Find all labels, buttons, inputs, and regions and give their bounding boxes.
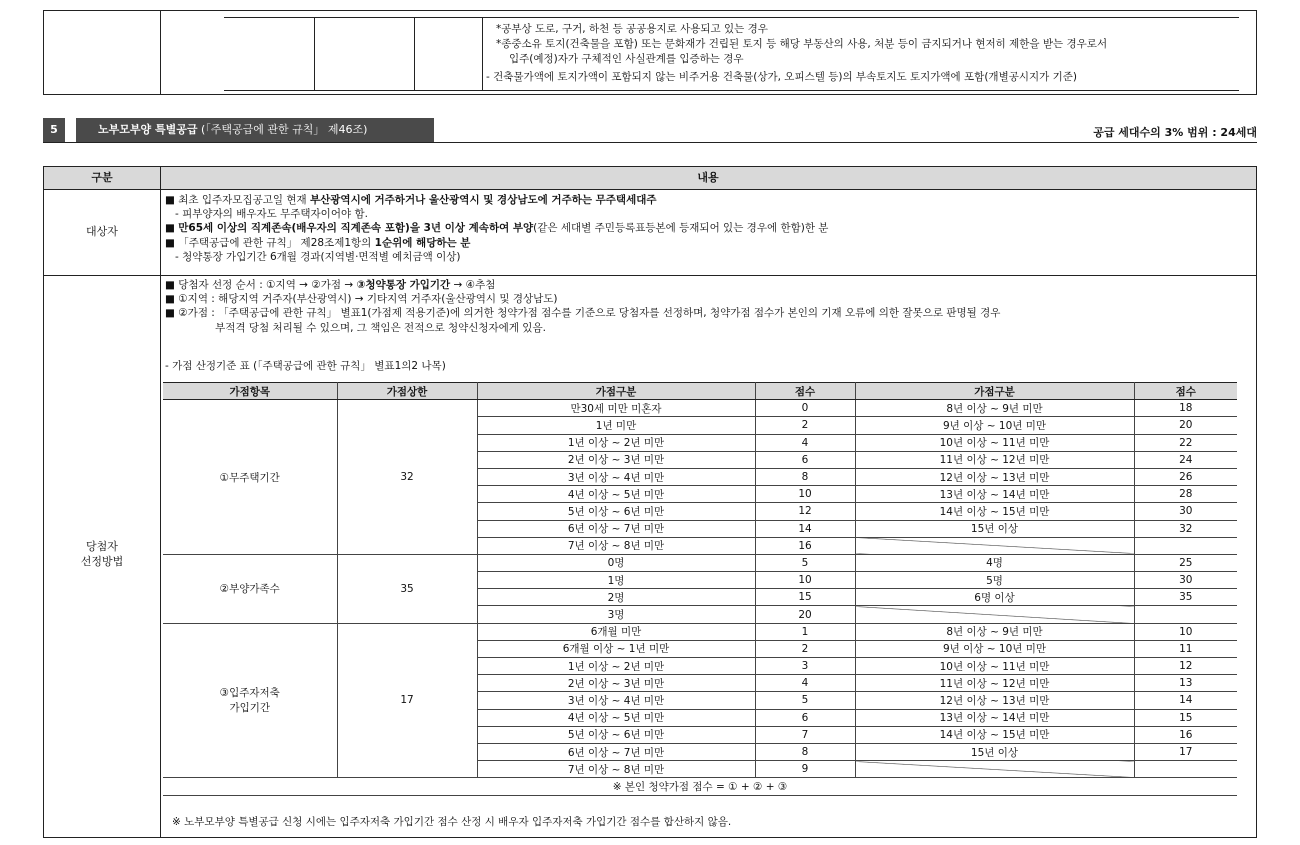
score-points — [1134, 606, 1237, 623]
sum-row — [163, 778, 1237, 795]
score-range: 14년 이상 ~ 15년 미만 — [855, 726, 1134, 743]
line-pre: ■ 「주택공급에 관한 규칙」 제28조제1항의 — [165, 236, 375, 249]
score-range: 5년 이상 ~ 6년 미만 — [477, 726, 755, 743]
score-range: 5명 — [855, 572, 1134, 589]
line-bold: 1순위에 해당하는 분 — [374, 236, 471, 249]
score-item: ③입주자저축 가입기간 — [163, 623, 337, 778]
line-post: (같은 세대별 주민등록표등본에 등재되어 있는 경우에 한함)한 분 — [533, 222, 829, 235]
inner-table — [224, 17, 1239, 91]
table-header — [44, 167, 1256, 190]
method-label-1: 당첨자 — [86, 540, 118, 553]
table-row — [163, 554, 1237, 571]
score-points: 25 — [1134, 554, 1237, 571]
section-number: 5 — [43, 118, 65, 142]
score-points: 14 — [755, 520, 855, 537]
score-caption: - 가점 산정기준 표 (「주택공급에 관한 규칙」 별표1의2 나목) — [165, 360, 446, 372]
section-title-bold: 노부모부양 특별공급 — [98, 123, 198, 136]
score-points: 5 — [755, 554, 855, 571]
content-line — [165, 236, 470, 250]
content-line — [165, 278, 495, 292]
score-points: 8 — [755, 468, 855, 485]
score-range: 13년 이상 ~ 14년 미만 — [855, 709, 1134, 726]
score-points: 15 — [755, 589, 855, 606]
column-divider — [314, 18, 315, 90]
score-range: 12년 이상 ~ 13년 미만 — [855, 468, 1134, 485]
score-points: 17 — [1134, 743, 1237, 760]
score-points: 16 — [1134, 726, 1237, 743]
score-points: 10 — [755, 572, 855, 589]
column-divider — [482, 18, 483, 90]
score-range: 1명 — [477, 572, 755, 589]
score-range: 6년 이상 ~ 7년 미만 — [477, 743, 755, 760]
score-range: 1년 이상 ~ 2년 미만 — [477, 434, 755, 451]
content-line — [165, 221, 828, 235]
line-pre: - 피부양자의 배우자도 무주택자이어야 함. — [165, 208, 368, 221]
top-line: - 건축물가액에 토지가액이 포함되지 않는 비주거용 건축물(상가, 오피스텔 등)의 부속토지도 토지가액에 포함(개별공시지가 기준) — [486, 71, 1077, 83]
header-content: 내용 — [697, 171, 719, 184]
section-rule — [43, 142, 1257, 143]
score-range: 6년 이상 ~ 7년 미만 — [477, 520, 755, 537]
score-max: 35 — [337, 554, 477, 623]
score-sum: ※ 본인 청약가점 점수 = ① + ② + ③ — [163, 778, 1237, 795]
score-range: 3년 이상 ~ 4년 미만 — [477, 692, 755, 709]
line-pre: ■ 최초 입주자모집공고일 현재 — [165, 194, 310, 206]
top-line: *공부상 도로, 구거, 하천 등 공공용지로 사용되고 있는 경우 — [496, 23, 768, 35]
score-range: 10년 이상 ~ 11년 미만 — [855, 658, 1134, 675]
score-points: 28 — [1134, 486, 1237, 503]
score-range: 2년 이상 ~ 3년 미만 — [477, 451, 755, 468]
score-points: 18 — [1134, 400, 1237, 417]
score-range: 4년 이상 ~ 5년 미만 — [477, 709, 755, 726]
score-points: 9 — [755, 761, 855, 778]
score-header: 가점상한 — [337, 383, 477, 400]
score-points: 7 — [755, 726, 855, 743]
score-max: 17 — [337, 623, 477, 778]
score-range: 15년 이상 — [855, 743, 1134, 760]
score-max: 32 — [337, 400, 477, 555]
content-line — [165, 193, 657, 207]
score-points: 5 — [755, 692, 855, 709]
score-points: 2 — [755, 640, 855, 657]
score-range: 6명 이상 — [855, 589, 1134, 606]
score-points: 24 — [1134, 451, 1237, 468]
score-range: 8년 이상 ~ 9년 미만 — [855, 400, 1134, 417]
score-points: 6 — [755, 451, 855, 468]
score-points: 20 — [1134, 417, 1237, 434]
score-item: ①무주택기간 — [163, 400, 337, 555]
line-pre: ■ 당첨자 선정 순서 : ①지역 → ②가점 → — [165, 279, 357, 291]
score-range: 14년 이상 ~ 15년 미만 — [855, 503, 1134, 520]
content-line — [165, 207, 368, 221]
table-row — [163, 400, 1237, 417]
supply-quota: 공급 세대수의 3% 범위 : 24세대 — [1093, 126, 1257, 139]
score-points: 4 — [755, 434, 855, 451]
score-range: 9년 이상 ~ 10년 미만 — [855, 640, 1134, 657]
score-range: 4명 — [855, 554, 1134, 571]
score-item: ②부양가족수 — [163, 554, 337, 623]
score-range: 5년 이상 ~ 6년 미만 — [477, 503, 755, 520]
content-line — [165, 292, 558, 306]
column-divider — [160, 11, 161, 94]
score-points: 32 — [1134, 520, 1237, 537]
line-pre: ■ ②가점 : 「주택공급에 관한 규칙」 별표1(가점제 적용기준)에 의거한 청약가점 점수를 기준으로 당첨자를 선정하며, 청약가점 점수가 본인의 기재 오류에 의한 잘못으로 판명될 경우 — [165, 307, 1001, 320]
target-label: 대상자 — [86, 225, 118, 238]
score-points: 30 — [1134, 503, 1237, 520]
score-points: 22 — [1134, 434, 1237, 451]
footnote: ※ 노부모부양 특별공급 신청 시에는 입주자저축 가입기간 점수 산정 시 배우자 입주자저축 가입기간 점수를 합산하지 않음. — [172, 816, 732, 828]
score-range: 0명 — [477, 554, 755, 571]
score-range: 11년 이상 ~ 12년 미만 — [855, 675, 1134, 692]
main-table — [43, 166, 1257, 838]
score-header: 점수 — [1134, 383, 1237, 400]
score-range: 12년 이상 ~ 13년 미만 — [855, 692, 1134, 709]
score-points: 12 — [755, 503, 855, 520]
header-category: 구분 — [91, 171, 113, 184]
score-range: 13년 이상 ~ 14년 미만 — [855, 486, 1134, 503]
content-line — [165, 250, 460, 264]
score-range: 만30세 미만 미혼자 — [477, 400, 755, 417]
line-pre: ■ — [165, 222, 179, 235]
score-points: 35 — [1134, 589, 1237, 606]
section-title-rest: (「주택공급에 관한 규칙」 제46조) — [197, 123, 368, 136]
score-table — [163, 382, 1237, 796]
score-points: 20 — [755, 606, 855, 623]
score-range: 3년 이상 ~ 4년 미만 — [477, 468, 755, 485]
line-bold: ③청약통장 가입기간 — [356, 279, 451, 291]
score-header: 가점구분 — [855, 383, 1134, 400]
score-points: 10 — [1134, 623, 1237, 640]
score-range — [855, 537, 1134, 554]
score-range: 10년 이상 ~ 11년 미만 — [855, 434, 1134, 451]
section-title — [76, 118, 434, 142]
score-header: 가점항목 — [163, 383, 337, 400]
score-range: 15년 이상 — [855, 520, 1134, 537]
score-range — [855, 606, 1134, 623]
table-row — [163, 623, 1237, 640]
line-pre: ■ ①지역 : 해당지역 거주자(부산광역시) → 기타지역 거주자(울산광역시 및 경상남도) — [165, 293, 558, 306]
column-divider — [160, 167, 161, 837]
line-pre: - 청약통장 가입기간 6개월 경과(지역별·면적별 예치금액 이상) — [165, 250, 461, 263]
score-range: 4년 이상 ~ 5년 미만 — [477, 486, 755, 503]
score-range: 1년 이상 ~ 2년 미만 — [477, 658, 755, 675]
line-pre: 부적격 당첨 처리될 수 있으며, 그 책임은 전적으로 청약신청자에게 있음. — [165, 321, 546, 334]
score-range: 11년 이상 ~ 12년 미만 — [855, 451, 1134, 468]
column-divider — [414, 18, 415, 90]
score-points — [1134, 537, 1237, 554]
score-range: 7년 이상 ~ 8년 미만 — [477, 761, 755, 778]
score-range: 2명 — [477, 589, 755, 606]
score-range: 3명 — [477, 606, 755, 623]
score-points: 8 — [755, 743, 855, 760]
score-points: 11 — [1134, 640, 1237, 657]
method-label-2: 선정방법 — [80, 555, 124, 568]
score-range: 2년 이상 ~ 3년 미만 — [477, 675, 755, 692]
score-points: 12 — [1134, 658, 1237, 675]
score-points: 1 — [755, 623, 855, 640]
score-range: 8년 이상 ~ 9년 미만 — [855, 623, 1134, 640]
score-points: 30 — [1134, 572, 1237, 589]
score-points: 15 — [1134, 709, 1237, 726]
line-bold: 부산광역시에 거주하거나 울산광역시 및 경상남도에 거주하는 무주택세대주 — [310, 194, 657, 206]
score-range — [855, 761, 1134, 778]
score-header: 가점구분 — [477, 383, 755, 400]
score-points: 0 — [755, 400, 855, 417]
content-line — [165, 306, 1000, 320]
score-points: 6 — [755, 709, 855, 726]
score-range: 6개월 미만 — [477, 623, 755, 640]
continuation-table — [43, 10, 1257, 95]
score-points: 13 — [1134, 675, 1237, 692]
row-divider — [44, 275, 1256, 276]
score-points: 2 — [755, 417, 855, 434]
score-range: 6개월 이상 ~ 1년 미만 — [477, 640, 755, 657]
top-line: 입주(예정)자가 구체적인 사실관계를 입증하는 경우 — [509, 53, 744, 65]
score-range: 7년 이상 ~ 8년 미만 — [477, 537, 755, 554]
score-header: 점수 — [755, 383, 855, 400]
score-range: 1년 미만 — [477, 417, 755, 434]
score-points: 10 — [755, 486, 855, 503]
line-post: → ④추첨 — [450, 279, 496, 291]
score-points: 3 — [755, 658, 855, 675]
score-points: 16 — [755, 537, 855, 554]
line-bold: 만65세 이상의 직계존속(배우자의 직계존속 포함)을 3년 이상 계속하여 부양 — [178, 222, 534, 235]
score-points: 4 — [755, 675, 855, 692]
score-points: 14 — [1134, 692, 1237, 709]
content-line — [165, 321, 546, 335]
score-range: 9년 이상 ~ 10년 미만 — [855, 417, 1134, 434]
score-points — [1134, 761, 1237, 778]
score-points: 26 — [1134, 468, 1237, 485]
top-line: *종중소유 토지(건축물을 포함) 또는 문화재가 건립된 토지 등 해당 부동산의 사용, 처분 등이 금지되거나 현저히 제한을 받는 경우로서 — [496, 38, 1108, 50]
